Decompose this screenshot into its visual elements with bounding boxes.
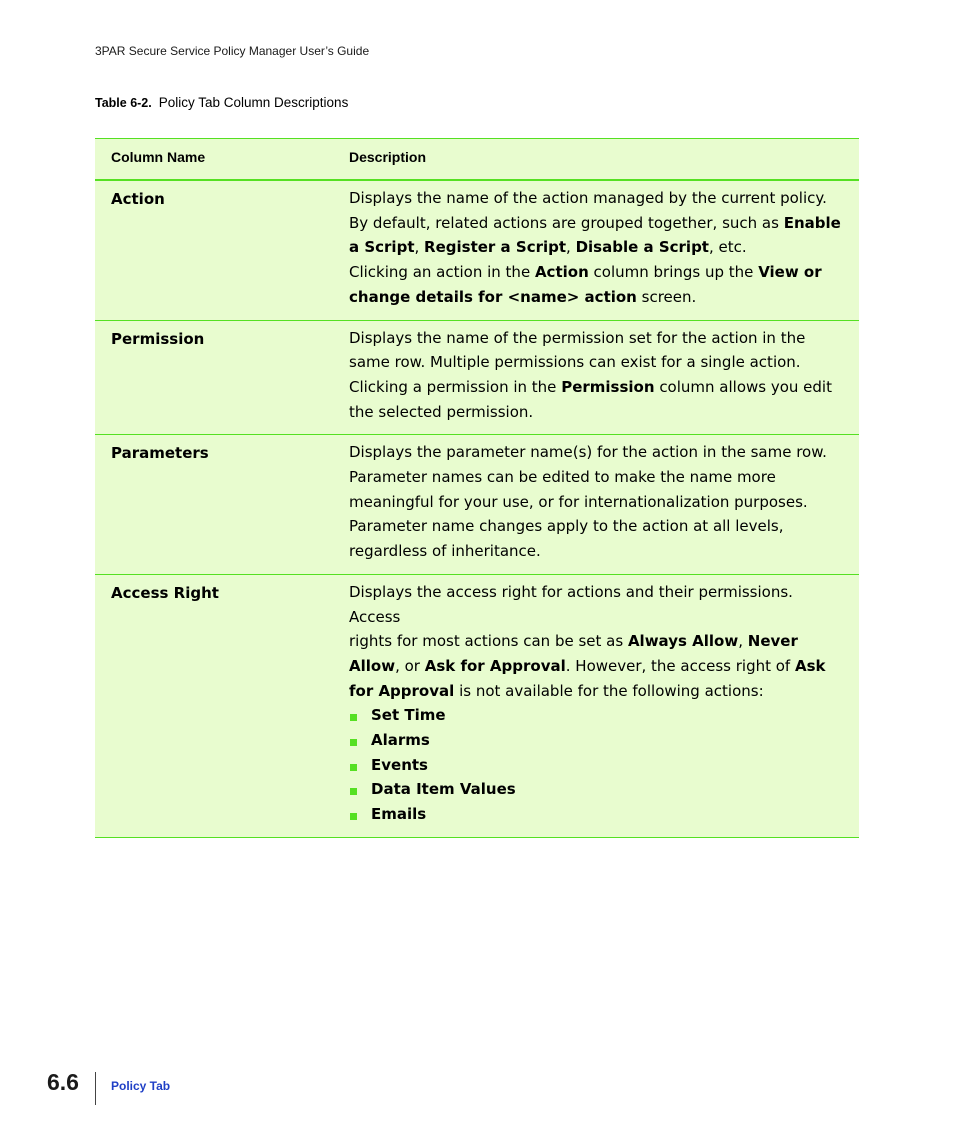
row-description: Displays the name of the permission set for the action in the same row. Multiple permissions can exist for a single action. Clicking a permission in the Permission column allows you edit the selected permission. xyxy=(349,328,832,421)
page-number: 6.6 xyxy=(47,1069,79,1095)
table-caption-title: Policy Tab Column Descriptions xyxy=(158,95,349,110)
row-name: Access Right xyxy=(111,583,219,602)
table-caption xyxy=(95,95,348,110)
column-header-description: Description xyxy=(349,149,427,165)
table-row xyxy=(95,575,859,838)
row-name: Action xyxy=(111,190,165,208)
column-header-name: Column Name xyxy=(111,149,206,165)
table-caption-label: Table 6-2. xyxy=(95,96,152,110)
running-header: 3PAR Secure Service Policy Manager User’s Guide xyxy=(95,44,370,58)
list-item: Events xyxy=(349,753,843,778)
square-bullet-icon xyxy=(350,813,357,820)
row-name: Parameters xyxy=(111,444,209,463)
table-header-row xyxy=(95,139,859,181)
table-row xyxy=(95,181,859,321)
square-bullet-icon xyxy=(350,764,357,771)
footer-divider xyxy=(95,1072,96,1105)
square-bullet-icon xyxy=(350,739,357,746)
policy-tab-columns-table xyxy=(95,138,859,838)
table-row xyxy=(95,321,859,436)
square-bullet-icon xyxy=(350,714,357,721)
list-item: Set Time xyxy=(349,703,843,728)
row-description: Displays the parameter name(s) for the action in the same row. Parameter names can be edited to make the name more meaningful for your use, or for internationalization purposes. Parameter name changes apply to the action at all levels, regardless of inheritance. xyxy=(349,443,827,561)
list-item: Emails xyxy=(349,802,843,827)
footer-section-link[interactable]: Policy Tab xyxy=(111,1079,171,1093)
row-description: Displays the name of the action managed by the current policy. By default, related actions are grouped together, such as Enable a Script, Register a Script, Disable a Script, etc. Clicking an action in the Action column brings up the View or change details for <name> action screen. xyxy=(349,189,841,306)
action-list xyxy=(349,703,843,827)
list-item: Alarms xyxy=(349,728,843,753)
table-row xyxy=(95,435,859,575)
list-item: Data Item Values xyxy=(349,777,843,802)
row-name: Permission xyxy=(111,329,205,348)
square-bullet-icon xyxy=(350,788,357,795)
row-description: Displays the access right for actions and their permissions. Access rights for most actions can be set as Always Allow, Never Allow, or Ask for Approval. However, the access right of Ask for Approval is not available for the following actions: Set Time Alarms Events Data Item Values Emails xyxy=(349,575,843,837)
